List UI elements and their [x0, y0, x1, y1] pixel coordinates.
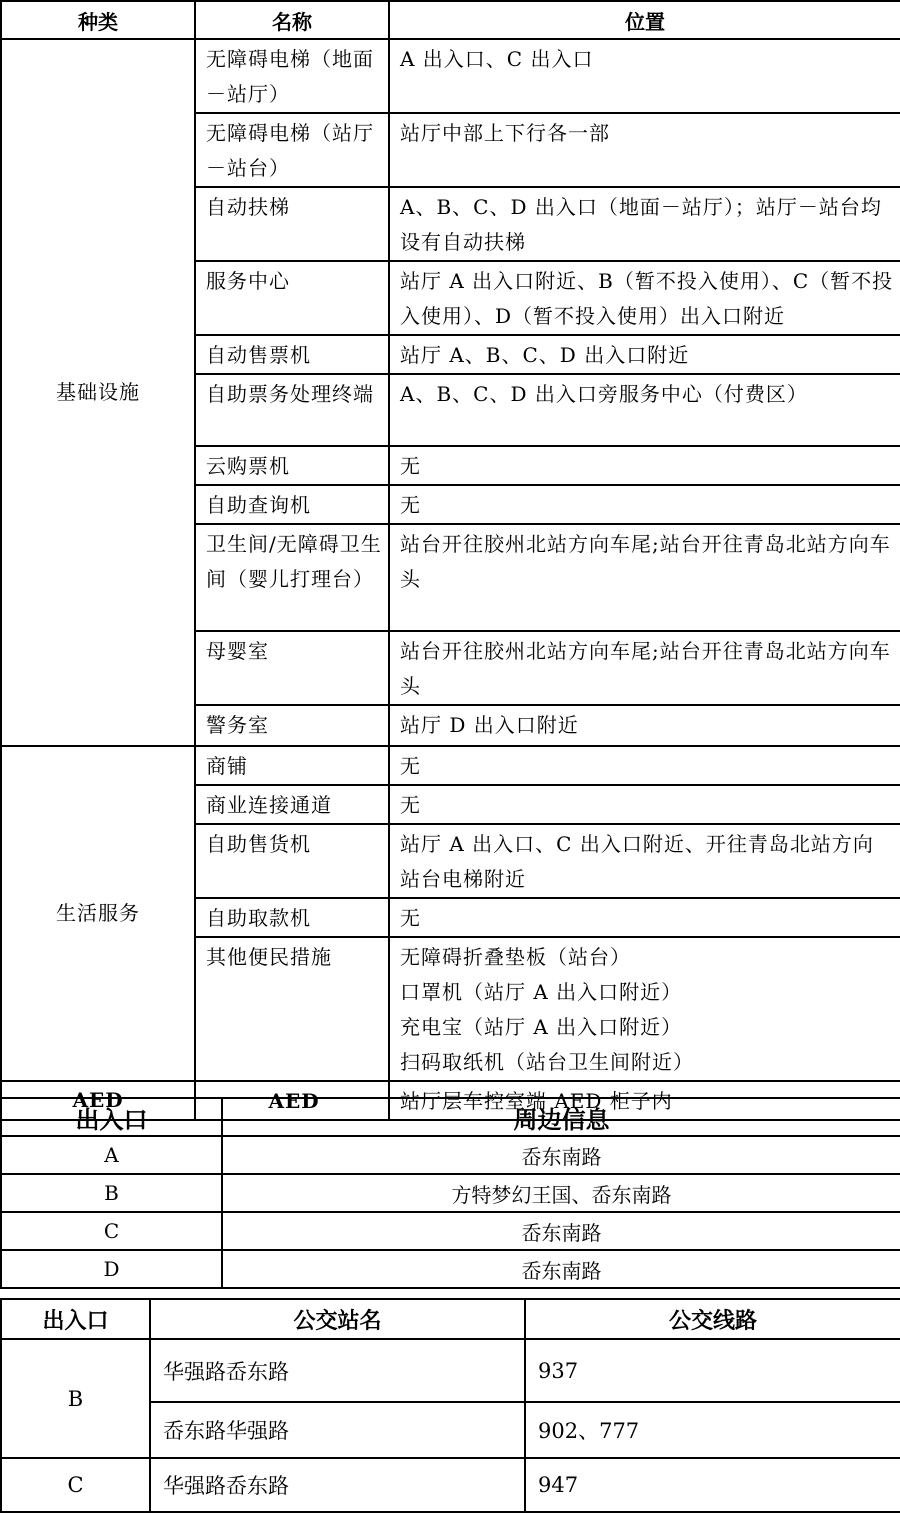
facility-name: 无障碍电梯（站厅－站台） [195, 113, 389, 187]
station-cell: 岙东路华强路 [150, 1402, 525, 1458]
exit-cell: A [1, 1136, 222, 1174]
station-cell: 华强路岙东路 [150, 1339, 525, 1402]
facility-name: 自助取款机 [195, 898, 389, 937]
table-row [1, 1339, 900, 1402]
facility-name: 自助售货机 [195, 824, 389, 898]
column-header-location: 位置 [389, 1, 900, 39]
facility-location: 站厅层车控室端 AED 柜子内 [389, 1081, 900, 1120]
info-cell: 岙东南路 [222, 1212, 900, 1250]
facility-location: 无 [389, 785, 900, 824]
column-header-info: 周边信息 [222, 1098, 900, 1136]
facility-name: 商业连接通道 [195, 785, 389, 824]
exit-cell: B [1, 1339, 150, 1458]
lines-cell: 947 [525, 1458, 900, 1512]
exit-cell: C [1, 1458, 150, 1512]
info-cell: 方特梦幻王国、岙东南路 [222, 1174, 900, 1212]
facility-location: A、B、C、D 出入口旁服务中心（付费区） [389, 374, 900, 446]
category-cell: 生活服务 [1, 746, 195, 1081]
facility-location: 站厅 D 出入口附近 [389, 705, 900, 746]
facility-location: 无 [389, 485, 900, 524]
facility-location: 无 [389, 746, 900, 785]
table-row [1, 39, 900, 113]
bus-table [0, 1298, 900, 1513]
facility-location-list [389, 937, 900, 1081]
facility-location: 站厅 A、B、C、D 出入口附近 [389, 335, 900, 374]
station-cell: 华强路岙东路 [150, 1458, 525, 1512]
table-row [1, 1136, 900, 1174]
table-row [1, 1458, 900, 1512]
location-line: 扫码取纸机（站台卫生间附近） [400, 1050, 694, 1074]
lines-cell: 902、777 [525, 1402, 900, 1458]
facility-name: AED [195, 1081, 389, 1120]
facility-name: 商铺 [195, 746, 389, 785]
location-line: 无障碍折叠垫板（站台） [400, 945, 631, 969]
facility-location: 无 [389, 446, 900, 485]
table-row [1, 746, 900, 785]
facility-name: 母婴室 [195, 631, 389, 705]
facility-location: 站厅 A 出入口、C 出入口附近、开往青岛北站方向站台电梯附近 [389, 824, 900, 898]
column-header-exit: 出入口 [1, 1098, 222, 1136]
category-cell: 基础设施 [1, 39, 195, 746]
table-row [1, 1212, 900, 1250]
facility-name: 自动扶梯 [195, 187, 389, 261]
exit-cell: C [1, 1212, 222, 1250]
facility-name: 服务中心 [195, 261, 389, 335]
facility-location: 站厅中部上下行各一部 [389, 113, 900, 187]
exit-cell: D [1, 1250, 222, 1288]
exit-cell: B [1, 1174, 222, 1212]
column-header-station: 公交站名 [150, 1299, 525, 1339]
column-header-category: 种类 [1, 1, 195, 39]
table-header-row [1, 1, 900, 39]
table-row [1, 1174, 900, 1212]
info-cell: 岙东南路 [222, 1250, 900, 1288]
facility-name: 无障碍电梯（地面－站厅） [195, 39, 389, 113]
category-cell: AED [1, 1081, 195, 1120]
facility-name: 卫生间/无障碍卫生间（婴儿打理台） [195, 524, 389, 631]
facility-location: 站台开往胶州北站方向车尾;站台开往青岛北站方向车头 [389, 631, 900, 705]
facility-location: 站台开往胶州北站方向车尾;站台开往青岛北站方向车头 [389, 524, 900, 631]
facility-name: 自助票务处理终端 [195, 374, 389, 446]
table-header-row [1, 1299, 900, 1339]
facility-name: 警务室 [195, 705, 389, 746]
column-header-name: 名称 [195, 1, 389, 39]
info-cell: 岙东南路 [222, 1136, 900, 1174]
table-header-row [1, 1098, 900, 1136]
column-header-lines: 公交线路 [525, 1299, 900, 1339]
facility-name: 其他便民措施 [195, 937, 389, 1081]
facility-location: A 出入口、C 出入口 [389, 39, 900, 113]
column-header-exit: 出入口 [1, 1299, 150, 1339]
table-row [1, 1250, 900, 1288]
facility-name: 云购票机 [195, 446, 389, 485]
facility-name: 自动售票机 [195, 335, 389, 374]
location-line: 口罩机（站厅 A 出入口附近） [400, 980, 683, 1004]
facility-name: 自助查询机 [195, 485, 389, 524]
surroundings-table [0, 1097, 900, 1289]
location-line: 充电宝（站厅 A 出入口附近） [400, 1015, 683, 1039]
facility-location: 站厅 A 出入口附近、B（暂不投入使用）、C（暂不投入使用）、D（暂不投入使用）出入口附近 [389, 261, 900, 335]
lines-cell: 937 [525, 1339, 900, 1402]
facility-location: 无 [389, 898, 900, 937]
facility-location: A、B、C、D 出入口（地面－站厅）；站厅－站台均设有自动扶梯 [389, 187, 900, 261]
